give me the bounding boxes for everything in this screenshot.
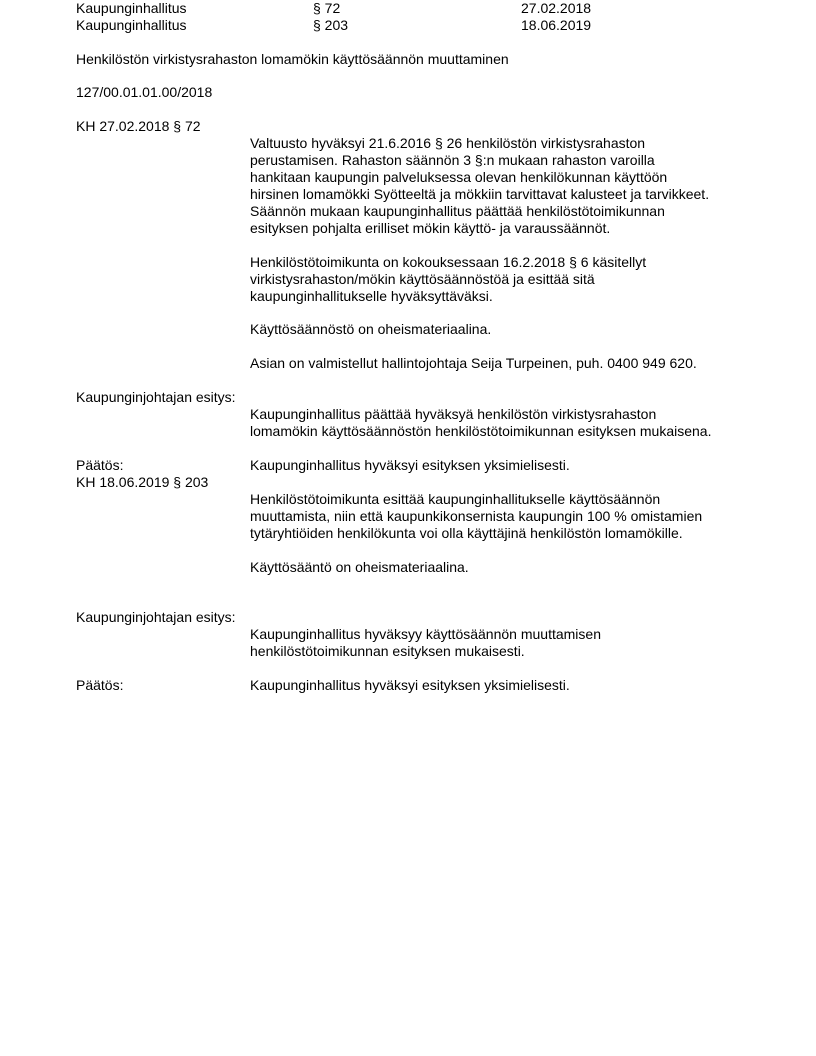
- history-date-1: 27.02.2018: [521, 0, 592, 16]
- meeting-2-decision-text: Kaupunginhallitus hyväksyi esityksen yksimielisesti.: [250, 677, 570, 693]
- document-title: Henkilöstön virkistysrahaston lomamökin käyttösäännön muuttaminen: [76, 51, 509, 67]
- meeting-2-proposal-label: Kaupunginjohtajan esitys:: [76, 609, 236, 625]
- meeting-2-decision-label: Päätös:: [76, 677, 124, 693]
- meeting-2-paragraph-2: Käyttösääntö on oheismateriaalina.: [250, 559, 469, 575]
- meeting-1-label: KH 27.02.2018 § 72: [76, 118, 201, 134]
- meeting-1-decision-text: Kaupunginhallitus hyväksyi esityksen yksimielisesti.: [250, 457, 570, 473]
- meeting-1-decision-label: Päätös:: [76, 457, 124, 473]
- meeting-2-paragraph-1: Henkilöstötoimikunta esittää kaupunginhallitukselle käyttösäännön muuttamista, niin että kaupunkikonsernista kaupungin 100 % omistamien tytäryhtiöiden henkilökunta voi olla käyttäjinä henkilöstön lomamökille.: [250, 491, 703, 541]
- meeting-1-proposal-text: Kaupunginhallitus päättää hyväksyä henkilöstön virkistysrahaston lomamökin käyttösäännöstön henkilöstötoimikunnan esityksen mukaisena.: [250, 406, 712, 439]
- meeting-1-paragraph-4: Asian on valmistellut hallintojohtaja Seija Turpeinen, puh. 0400 949 620.: [250, 355, 697, 371]
- meeting-1-paragraph-2: Henkilöstötoimikunta on kokouksessaan 16.2.2018 § 6 käsitellyt virkistysrahaston/mökin käyttösäännöstöä ja esittää sitä kaupunginhallitukselle hyväksyttäväksi.: [250, 254, 647, 304]
- history-body-1: Kaupunginhallitus: [76, 0, 187, 16]
- diary-number: 127/00.01.01.00/2018: [76, 84, 213, 100]
- history-body-2: Kaupunginhallitus: [76, 17, 187, 33]
- history-section-2: § 203: [313, 17, 349, 33]
- meeting-2-label: KH 18.06.2019 § 203: [76, 474, 209, 490]
- history-section-1: § 72: [313, 0, 341, 16]
- meeting-1-paragraph-3: Käyttösäännöstö on oheismateriaalina.: [250, 321, 492, 337]
- meeting-1-paragraph-1: Valtuusto hyväksyi 21.6.2016 § 26 henkilöstön virkistysrahaston perustamisen. Rahaston säännön 3 §:n mukaan rahaston varoilla hankitaan kaupungin palveluksessa olevan henkilökunnan käyttöön hirsinen lomamökki Syötteeltä ja mökkiin tarvittavat kalusteet ja tarvikkeet. Säännön mukaan kaupunginhallitus päättää henkilöstötoimikunnan esityksen pohjalta erilliset mökin käyttö- ja varaussäännöt.: [250, 135, 710, 236]
- history-date-2: 18.06.2019: [521, 17, 592, 33]
- meeting-2-proposal-text: Kaupunginhallitus hyväksyy käyttösäännön muuttamisen henkilöstötoimikunnan esityksen mukaisesti.: [250, 626, 601, 659]
- meeting-1-proposal-label: Kaupunginjohtajan esitys:: [76, 389, 236, 405]
